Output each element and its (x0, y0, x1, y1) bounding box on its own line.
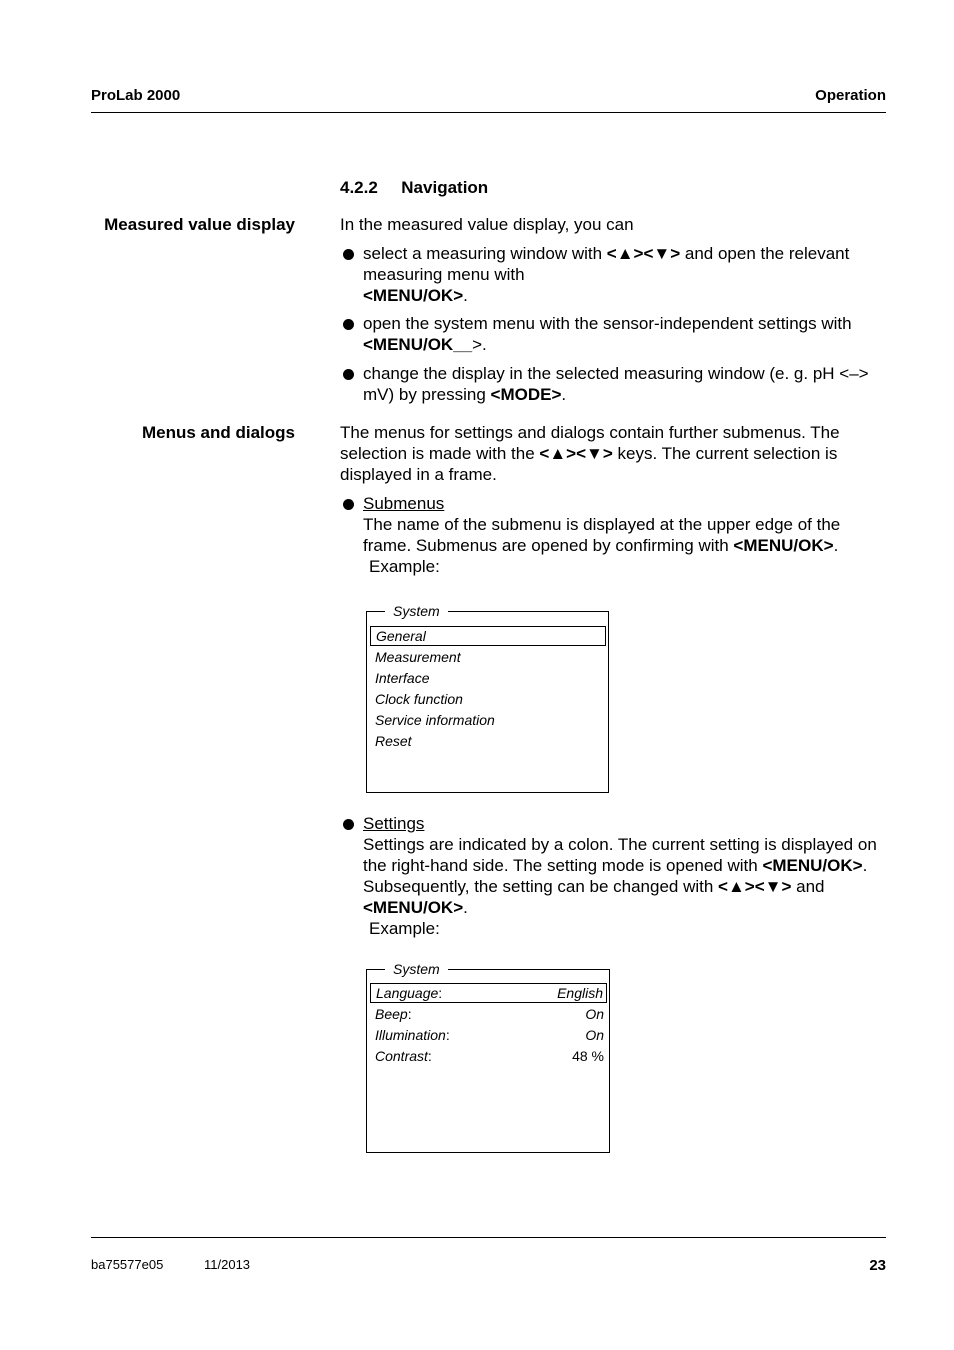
setting-value-illumination: On (585, 1027, 604, 1043)
menu-item-general[interactable]: General (370, 626, 606, 646)
bullet-dot (343, 319, 354, 330)
bullet-system-menu (340, 313, 886, 355)
page-number: 23 (869, 1257, 886, 1274)
bullet-text: open the system menu with the sensor-independent settings with <MENU/OK__>. (363, 314, 852, 354)
bullet-text: change the display in the selected measuring window (e. g. pH <–> mV) by pressing <MODE>. (363, 364, 869, 404)
bullet-dot (343, 499, 354, 510)
side-heading-menus-and-dialogs: Menus and dialogs (141, 423, 295, 442)
menu-item-interface[interactable]: Interface (375, 670, 430, 686)
bullet-dot (343, 819, 354, 830)
section-title: Navigation (401, 178, 489, 197)
measured-value-intro: In the measured value display, you can (340, 215, 634, 234)
settings-example-display (366, 961, 610, 1153)
settings-example-label: Example: (369, 919, 440, 938)
footer-doc-id: ba75577e05 (91, 1257, 164, 1272)
settings-example-title: System (385, 961, 448, 977)
bullet-dot (343, 369, 354, 380)
submenu-example-title: System (385, 603, 448, 619)
setting-row-illumination[interactable]: Illumination: On (375, 1027, 604, 1043)
bullet-submenus (340, 493, 886, 577)
menu-item-clock-function[interactable]: Clock function (375, 691, 463, 707)
bullet-text: Settings Settings are indicated by a colon. The current setting is displayed on the right-hand side. The setting mode is opened with <MENU/OK>. Subsequently, the setting can be changed with <▲><▼> and <MENU/OK>. Example: (363, 814, 877, 938)
settings-label: Settings (363, 814, 425, 833)
submenu-example-display (366, 603, 609, 793)
section-number: 4.2.2 (340, 178, 378, 197)
submenus-example-label: Example: (369, 557, 440, 576)
setting-value-language: English (557, 985, 603, 1001)
menu-item-measurement[interactable]: Measurement (375, 649, 461, 665)
bullet-change-display (340, 363, 886, 405)
section-heading (340, 178, 488, 198)
bullet-text: Submenus The name of the submenu is displayed at the upper edge of the frame. Submenus are opened by confirming with <MENU/OK>. Example: (363, 494, 841, 576)
side-heading-measured-value-display: Measured value display (104, 215, 295, 234)
bullet-dot (343, 249, 354, 260)
menu-item-reset[interactable]: Reset (375, 733, 412, 749)
bullet-select-window (340, 243, 886, 306)
footer-date: 11/2013 (204, 1257, 251, 1272)
bullet-settings (340, 813, 886, 939)
setting-row-beep[interactable]: Beep: On (375, 1006, 604, 1022)
footer-rule (91, 1237, 886, 1238)
setting-row-language[interactable]: Language: English (370, 983, 607, 1003)
menus-paragraph: The menus for settings and dialogs contain further submenus. The selection is made with the <▲><▼> keys. The current selection is displayed in a frame. (340, 423, 840, 484)
setting-row-contrast[interactable]: Contrast: 48 % (375, 1048, 604, 1064)
header-rule (91, 112, 886, 113)
bullet-text: select a measuring window with <▲><▼> and open the relevant measuring menu with <MENU/OK>. (363, 244, 850, 305)
setting-value-contrast: 48 % (572, 1048, 604, 1064)
setting-value-beep: On (585, 1006, 604, 1022)
header-chapter: Operation (815, 87, 886, 104)
header-product: ProLab 2000 (91, 87, 181, 104)
submenus-label: Submenus (363, 494, 445, 513)
menu-item-service-information[interactable]: Service information (375, 712, 495, 728)
